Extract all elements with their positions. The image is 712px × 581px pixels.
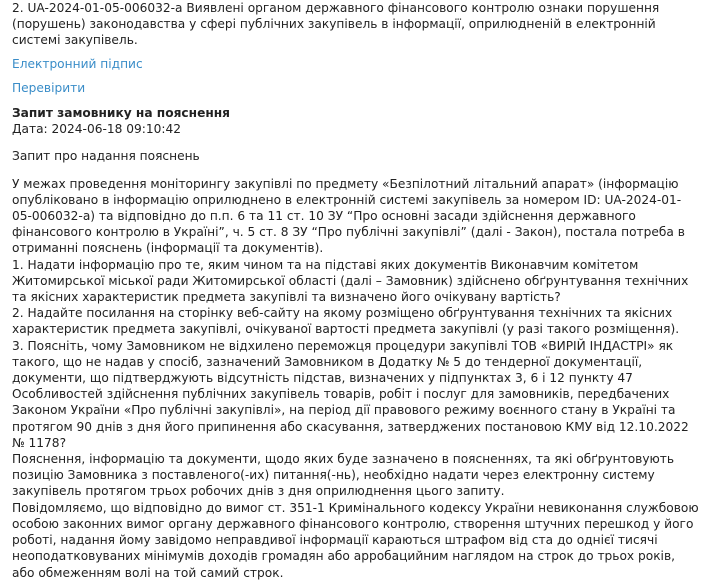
request-title: Запит замовнику на пояснення <box>12 106 231 121</box>
body-paragraph-intro: У межах проведення моніторингу закупівлі по предмету «Безпілотний літальний апарат» (інформацію опубліковано в інформацію оприлюднено в електронній системі закупівель за номером ID: UA-2024-01-05-006032-а) та відповідно до п.п. 6 та 11 ст. 10 ЗУ “Про основні засади здійснення державного фінансового контролю в Україні”, ч. 5 ст. 8 ЗУ “Про публічні закупівлі” (далі - Закон), постала потреба в отриманні пояснень (інформації та документів). <box>12 176 685 256</box>
body-question-1: 1. Надати інформацію про те, яким чином та на підставі яких документів Виконавчим комітетом Житомирської міської ради Житомирської області (далі – Замовник) здійснено обґрунтування технічних та якісних характеристик предмета закупівлі та визначено його очікувану вартість? <box>12 257 689 305</box>
violation-item: 2. UA-2024-01-05-006032-a Виявлені органом державного фінансового контролю ознаки порушення (порушень) законодавства у сфері публічних закупівель в інформації, оприлюдненій в електронній системі закупівель. <box>12 1 660 48</box>
body-paragraph-warning: Повідомляємо, що відповідно до вимог ст. 351-1 Кримінального кодексу України невиконання службовою особою законних вимог органу державного фінансового контролю, створення штучних перешкод у його роботі, надання йому завідомо неправдивої інформації караються штрафом від ста до однієї тисячі неоподатковуваних мінімумів доходів громадян або арробацийним наглядом на строк до трьох років, або обмеженням волі на той самий строк. <box>12 500 699 580</box>
request-body <box>12 176 700 581</box>
body-paragraph-deadline: Пояснення, інформацію та документи, щодо яких буде зазначено в поясненнях, та які обґрунтовують позицію Замовника з поставленого(-их) питання(-нь), необхідно надати через електронну систему закупівель протягом трьох робочих днів з дня оприлюднення цього запиту. <box>12 452 675 499</box>
electronic-signature-link[interactable]: Електронний підпис <box>12 56 143 71</box>
request-date: Дата: 2024-06-18 09:10:42 <box>12 122 181 137</box>
body-question-3: 3. Поясніть, чому Замовником не відхилено переможця процедури закупівлі ТОВ «ВИРІЙ ІНДАСТРІ» як такого, що не надав у спосіб, зазначений Замовником в Додатку № 5 до тендерної документації, документи, що підтверджують відсутність підстав, визначених у підпунктах 3, 6 і 12 пункту 47 Особливостей здійснення публічних закупівель товарів, робіт і послуг для замовників, передбачених Законом України «Про публічні закупівлі», на період дії правового режиму воєнного стану в Україні та протягом 90 днів з дня його припинення або скасування, затверджених постановою КМУ від 12.10.2022 № 1178? <box>12 338 689 450</box>
body-question-2: 2. Надайте посилання на сторінку веб-сайту на якому розміщено обґрунтування технічних та якісних характеристик предмета закупівлі, очікуваної вартості предмета закупівлі (у разі такого розміщення). <box>12 306 680 337</box>
verify-link[interactable]: Перевірити <box>12 80 86 95</box>
request-subject: Запит про надання пояснень <box>12 149 200 164</box>
